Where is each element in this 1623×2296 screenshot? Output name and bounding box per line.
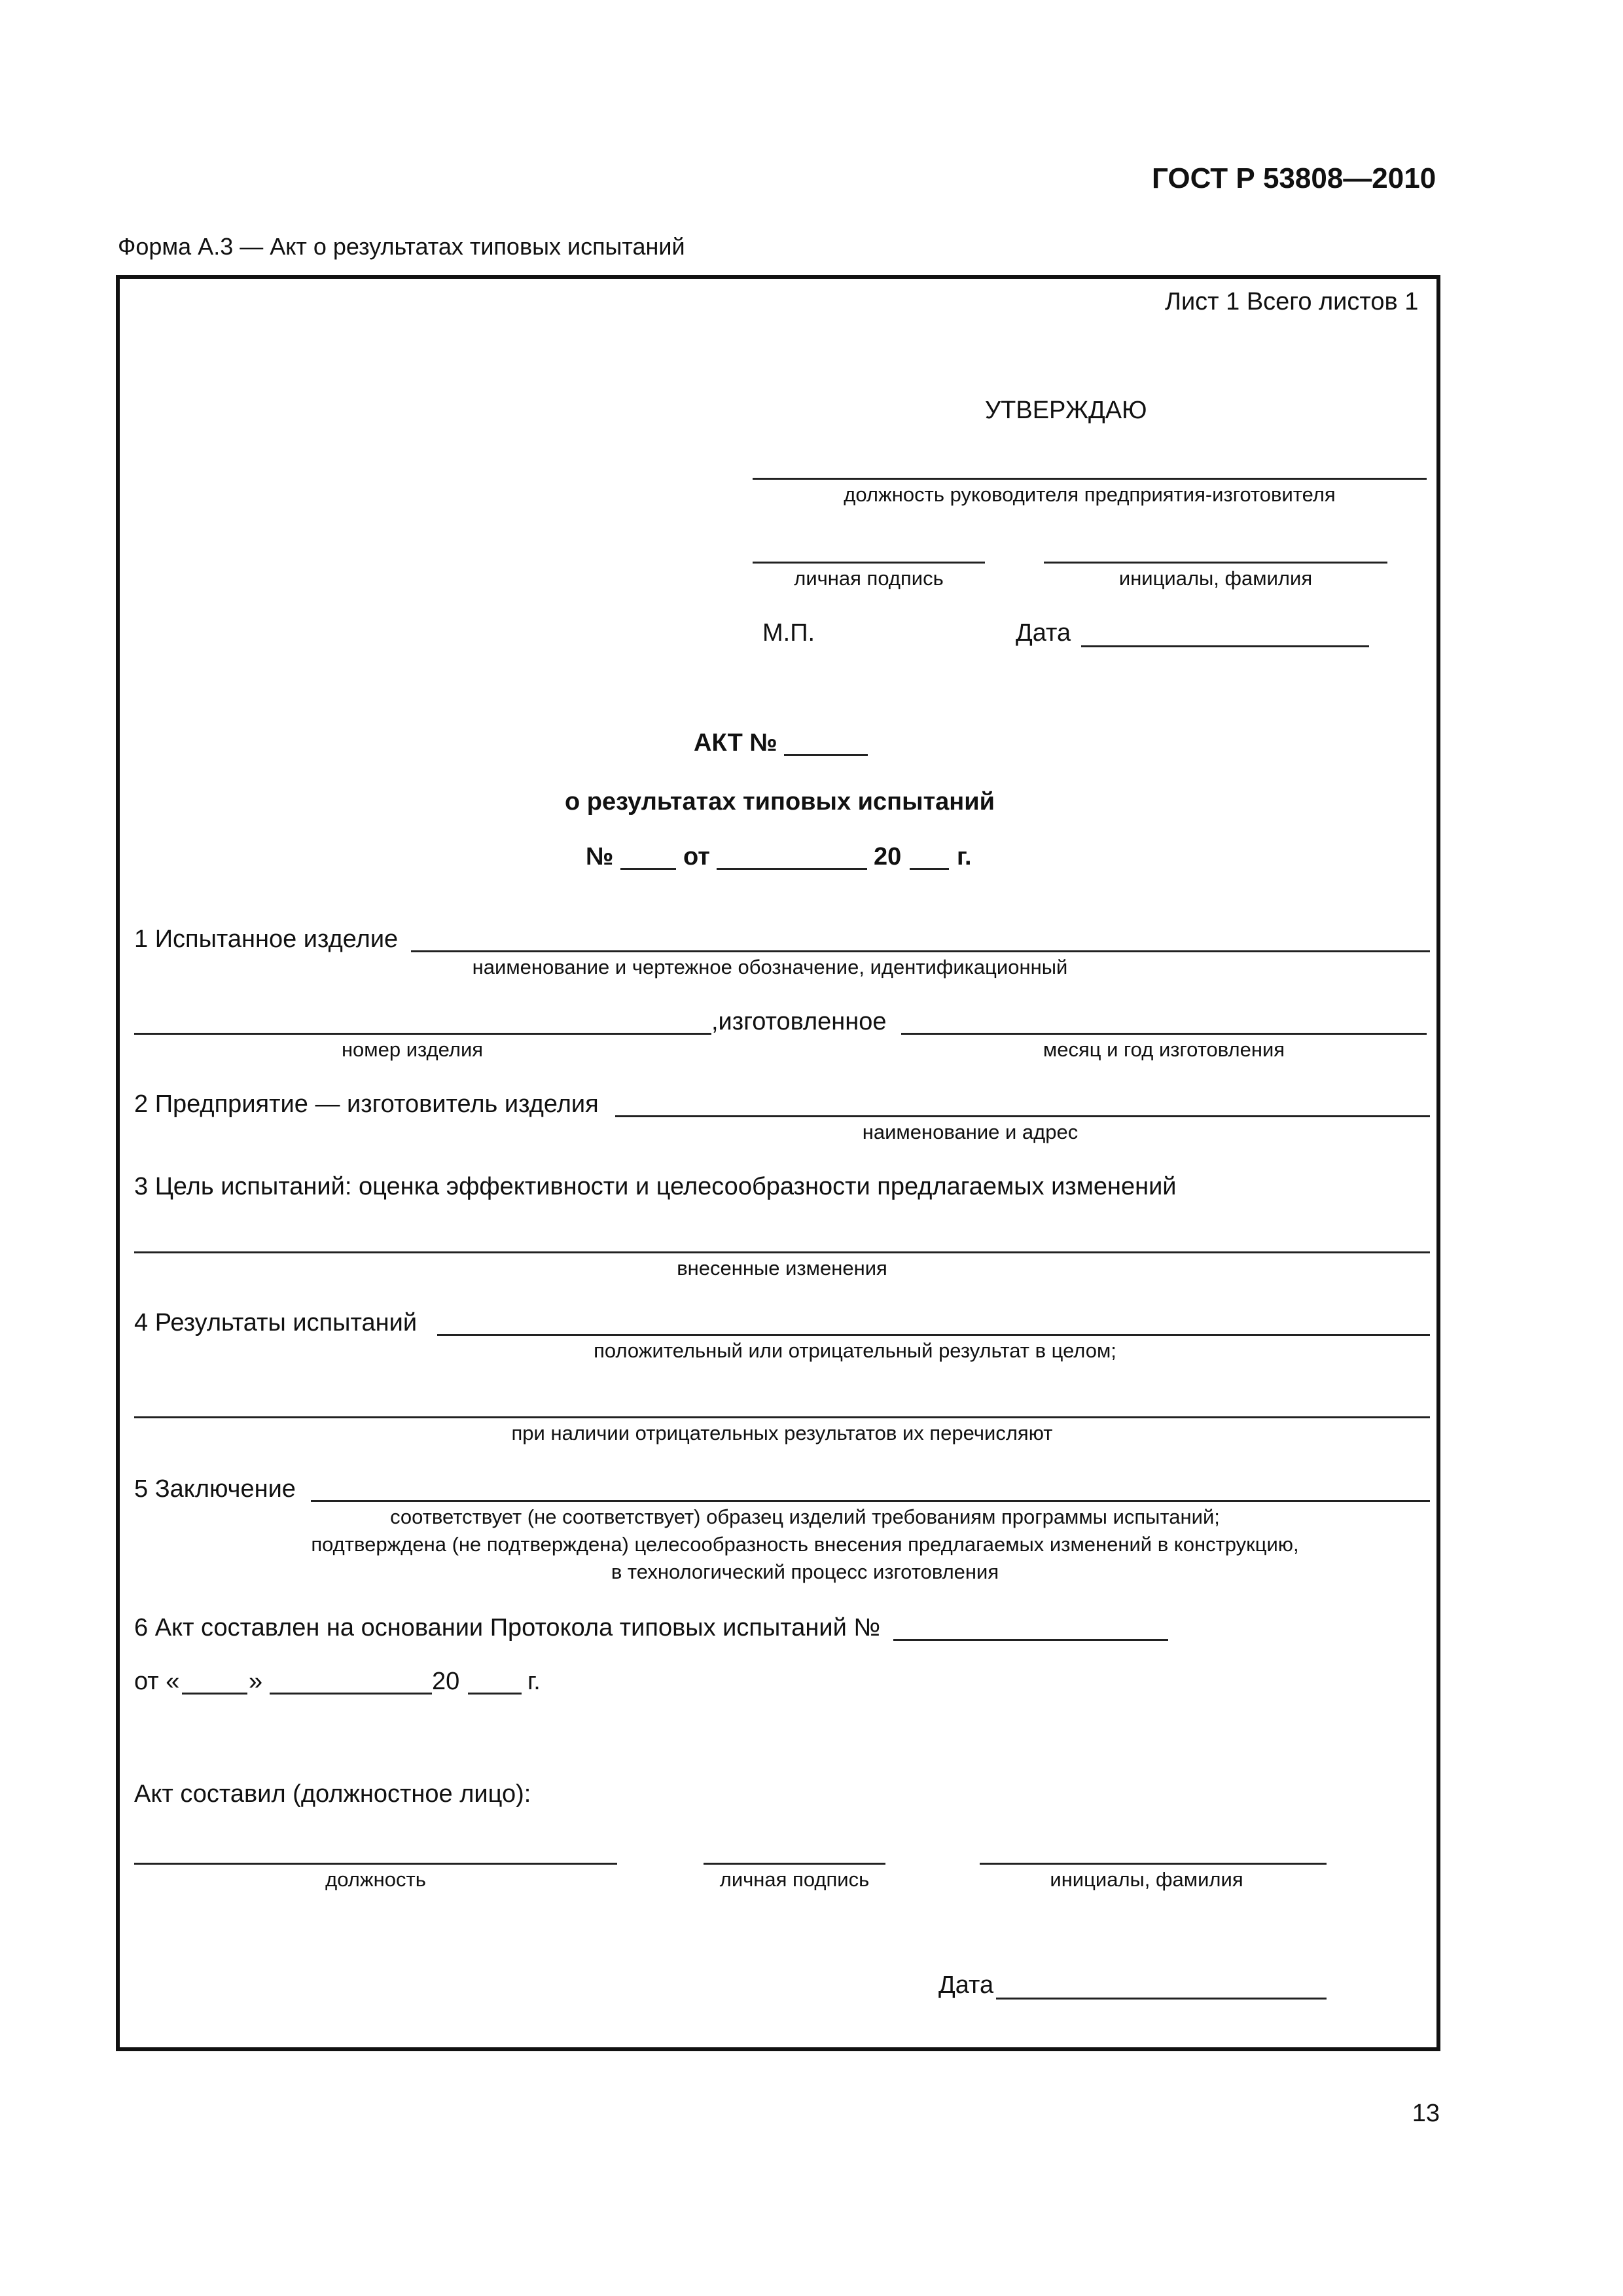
approval-date-label: Дата [1016, 619, 1071, 647]
compiler-name-line [980, 1863, 1327, 1865]
item6-month-line [270, 1693, 432, 1695]
item2-label: 2 Предприятие — изготовитель изделия [134, 1090, 599, 1118]
item4-caption2: при наличии отрицательных результатов их перечисляют [511, 1422, 1053, 1444]
item2-caption: наименование и адрес [862, 1121, 1079, 1143]
item1-caption-number: номер изделия [341, 1038, 484, 1061]
position-line [753, 478, 1427, 480]
item4-line [437, 1334, 1430, 1336]
position-caption: должность руководителя предприятия-изготовителя [844, 483, 1336, 506]
item5-caption1: соответствует (не соответствует) образец изделий требованиям программы испытаний; [390, 1505, 1220, 1528]
item3-label: 3 Цель испытаний: оценка эффективности и целесообразности предлагаемых изменений [134, 1173, 1177, 1200]
compiler-date-label: Дата [938, 1971, 994, 1999]
act-number-line [784, 754, 868, 756]
seal-label: М.П. [762, 619, 815, 647]
item6-year-line [468, 1693, 522, 1695]
form-title: Форма А.3 — Акт о результатах типовых испытаний [118, 233, 685, 260]
item5-caption2: подтверждена (не подтверждена) целесообразность внесения предлагаемых изменений в конструкцию, [311, 1533, 1299, 1556]
act-date-line [717, 868, 867, 870]
item3-caption: внесенные изменения [677, 1257, 887, 1280]
compiler-signature-line [704, 1863, 885, 1865]
item1-label: 1 Испытанное изделие [134, 925, 399, 953]
item1-caption-month: месяц и год изготовления [1043, 1038, 1285, 1061]
item6-g: г. [527, 1668, 541, 1695]
item1-manufactured: ,изготовленное [711, 1008, 887, 1035]
act-subtitle: о результатах типовых испытаний [565, 788, 995, 816]
item4-label: 4 Результаты испытаний [134, 1309, 418, 1336]
item5-line [311, 1500, 1430, 1502]
item2-line [615, 1115, 1430, 1117]
item6-label: 6 Акт составлен на основании Протокола типовых испытаний № [134, 1614, 881, 1641]
page-number: 13 [1412, 2100, 1440, 2127]
sheet-info: Лист 1 Всего листов 1 [1165, 288, 1419, 315]
item4-caption1: положительный или отрицательный результат в целом; [594, 1339, 1116, 1362]
approval-signature-caption: личная подпись [794, 567, 944, 590]
compiler-position-caption: должность [325, 1868, 426, 1891]
item4-line2 [134, 1416, 1430, 1418]
item6-from-quote: » [249, 1668, 263, 1695]
act-year-line [910, 868, 949, 870]
act-title: АКТ № [694, 729, 777, 757]
item6-year: 20 [432, 1668, 460, 1695]
approval-name-line [1044, 562, 1387, 564]
item3-line [134, 1251, 1430, 1253]
item1-caption: наименование и чертежное обозначение, идентификационный [472, 956, 1068, 978]
compiler-label: Акт составил (должностное лицо): [134, 1780, 531, 1808]
compiler-signature-caption: личная подпись [719, 1868, 870, 1891]
item1-month-line [901, 1033, 1427, 1035]
item1-line [411, 950, 1430, 952]
act-number-sign: № [586, 843, 614, 870]
compiler-position-line [134, 1863, 617, 1865]
item1-number-line [134, 1033, 711, 1035]
act-year-prefix: 20 [874, 843, 902, 870]
item6-protocol-line [893, 1639, 1168, 1641]
item5-caption3: в технологический процесс изготовления [611, 1560, 999, 1583]
approval-signature-line [753, 562, 985, 564]
item6-day-line [182, 1693, 247, 1695]
act-year-g: г. [957, 843, 972, 870]
act-from: от [683, 843, 710, 870]
item5-label: 5 Заключение [134, 1475, 296, 1503]
approve-word: УТВЕРЖДАЮ [985, 397, 1147, 424]
standard-code: ГОСТ Р 53808—2010 [1152, 162, 1436, 194]
approval-name-caption: инициалы, фамилия [1118, 567, 1313, 590]
approval-date-line [1081, 645, 1369, 647]
act-num-line [620, 868, 676, 870]
compiler-date-line [996, 1998, 1327, 2000]
item6-from-prefix: от « [134, 1668, 180, 1695]
compiler-name-caption: инициалы, фамилия [1050, 1868, 1243, 1891]
